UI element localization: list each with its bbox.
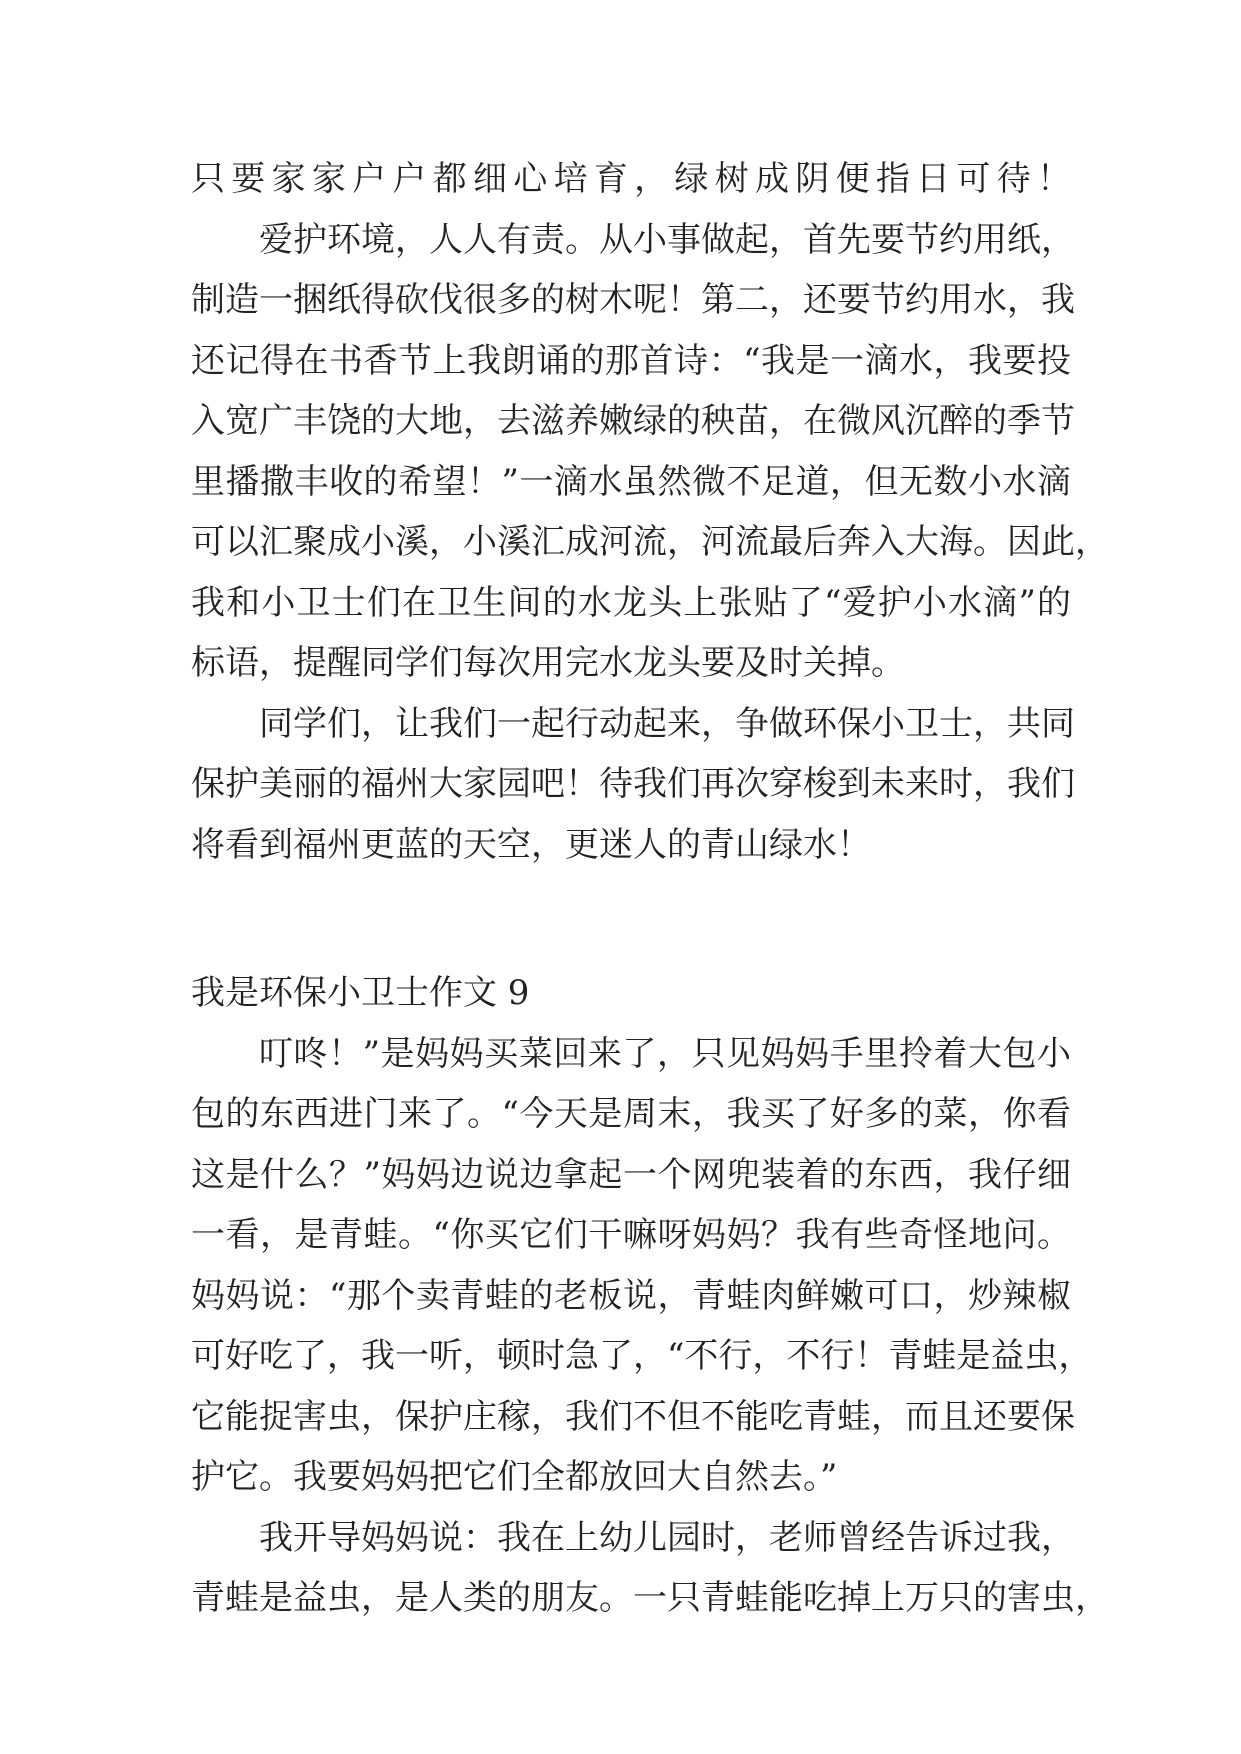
text-line: 里播撒丰收的希望！”一滴水虽然微不足道，但无数小水滴 [191,461,1071,502]
text-line: 我和小卫士们在卫生间的水龙头上张贴了“爱护小水滴”的 [191,582,1071,623]
text-line: 同学们，让我们一起行动起来，争做环保小卫士，共同 [259,703,1075,744]
section-heading: 我是环保小卫士作文 9 [191,973,530,1013]
text-line: 护它。我要妈妈把它们全都放回大自然去。” [191,1457,838,1497]
section-spacer [191,875,1071,963]
text-line: 叮咚！”是妈妈买菜回来了，只见妈妈手里拎着大包小 [259,1033,1071,1074]
text-line: 只要家家户户都细心培育，绿树成阴便指日可待！ [191,159,1071,199]
paragraph [191,149,1071,210]
paragraph [191,210,1109,694]
text-line: 标语，提醒同学们每次用完水龙头要及时关掉。 [191,643,905,683]
text-line: 一看，是青蛙。“你买它们干嘛呀妈妈？我有些奇怪地问。 [191,1215,1071,1255]
paragraph [191,694,1075,876]
paragraph [191,1024,1093,1508]
paragraph [191,1508,1109,1629]
text-line: 保护美丽的福州大家园吧！待我们再次穿梭到未来时，我们 [191,764,1075,804]
text-line: 它能捉害虫，保护庄稼，我们不但不能吃青蛙，而且还要保 [191,1396,1075,1437]
text-line: 入宽广丰饶的大地，去滋养嫩绿的秧苗，在微风沉醉的季节 [191,401,1075,441]
text-line: 制造一捆纸得砍伐很多的树木呢！第二，还要节约用水，我 [191,280,1075,320]
text-line: 可以汇聚成小溪，小溪汇成河流，河流最后奔入大海。因此， [191,522,1109,562]
text-line: 包的东西进门来了。“今天是周末，我买了好多的菜，你看 [191,1094,1071,1134]
text-line: 可好吃了，我一听，顿时急了，“不行，不行！青蛙是益虫， [191,1336,1093,1376]
text-line: 这是什么？”妈妈边说边拿起一个网兜装着的东西，我仔细 [191,1154,1071,1195]
text-line: 妈妈说：“那个卖青蛙的老板说，青蛙肉鲜嫩可口，炒辣椒 [191,1275,1071,1316]
text-line: 青蛙是益虫，是人类的朋友。一只青蛙能吃掉上万只的害虫， [191,1578,1109,1618]
text-line: 还记得在书香节上我朗诵的那首诗：“我是一滴水，我要投 [191,340,1071,381]
text-line: 我开导妈妈说：我在上幼儿园时，老师曾经告诉过我， [259,1517,1075,1558]
document-body [191,149,1109,1629]
text-line: 爱护环境，人人有责。从小事做起，首先要节约用纸， [259,219,1075,260]
text-line: 将看到福州更蓝的天空，更迷人的青山绿水！ [191,824,871,865]
